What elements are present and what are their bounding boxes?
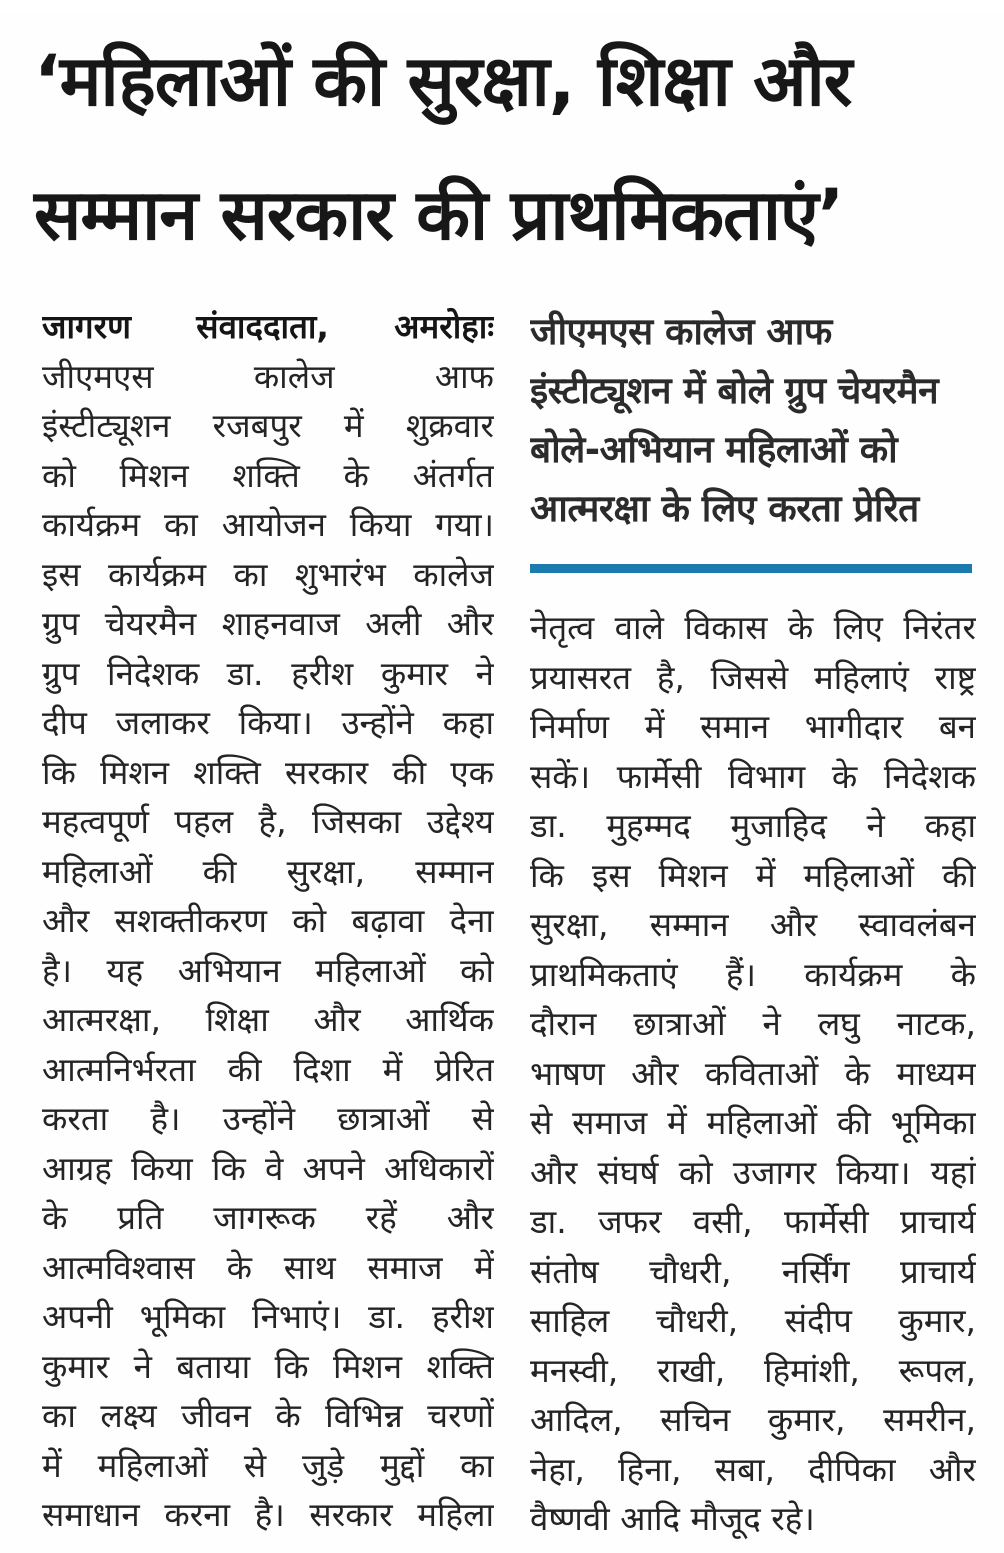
body-line: महिलाओं की सुरक्षा, सम्मान [42,851,494,891]
body-line: और संघर्ष को उजागर किया। यहां [530,1152,976,1192]
body-line: ग्रुप निदेशक डा. हरीश कुमार ने [42,653,494,693]
body-line: नेतृत्व वाले विकास के लिए निरंतर [530,608,976,647]
body-line: कुमार ने बताया कि मिशन शक्ति [42,1346,494,1386]
body-line: को मिशन शक्ति के अंतर्गत [42,455,494,495]
body-line: के प्रति जागरूक रहें और [42,1198,494,1237]
body-line: और सशक्तीकरण को बढ़ावा देना [42,901,494,940]
headline-line-1: ‘महिलाओं की सुरक्षा, शिक्षा और [34,40,852,122]
body-line: वैष्णवी आदि मौजूद रहे। [530,1499,815,1538]
body-line: इंस्टीट्यूशन रजबपुर में शुक्रवार [42,406,494,445]
body-line: नेहा, हिना, सबा, दीपिका और [530,1449,976,1489]
body-line: अपनी भूमिका निभाएं। डा. हरीश [42,1297,494,1336]
body-line: समाधान करना है। सरकार महिला [42,1495,494,1534]
body-line: जीएमएस कालेज आफ [42,356,494,396]
body-line: से समाज में महिलाओं की भूमिका [530,1103,976,1142]
body-line: दौरान छात्राओं ने लघु नाटक, [530,1004,976,1043]
headline [34,14,978,282]
body-line: आग्रह किया कि वे अपने अधिकारों [42,1148,494,1188]
body-line: का लक्ष्य जीवन के विभिन्न चरणों [42,1396,494,1435]
body-line: दीप जलाकर किया। उन्होंने कहा [42,703,494,742]
body-line: ग्रुप चेयरमैन शाहनवाज अली और [42,604,494,643]
body-line: आत्मविश्वास के साथ समाज में [42,1247,494,1287]
body-line: इस कार्यक्रम का शुभारंभ कालेज [42,554,494,594]
body-line: सुरक्षा, सम्मान और स्वावलंबन [530,905,976,944]
body-line: कि इस मिशन में महिलाओं की [530,855,976,895]
body-line: करता है। उन्होंने छात्राओं से [42,1099,494,1138]
body-line: संतोष चौधरी, नर्सिंग प्राचार्य [530,1251,976,1291]
body-line: कार्यक्रम का आयोजन किया गया। [42,505,494,544]
body-line: आत्मरक्षा, शिक्षा और आर्थिक [42,1000,494,1039]
body-line: निर्माण में समान भागीदार बन [530,707,976,746]
newspaper-clipping [0,14,1004,1553]
body-line: सकें। फार्मेसी विभाग के निदेशक [530,756,976,796]
body-line: है। यह अभियान महिलाओं को [42,950,494,990]
body-line: आदिल, सचिन कुमार, समरीन, [530,1400,976,1439]
article-columns [0,302,1004,1544]
body-line: आत्मनिर्भरता की दिशा में प्रेरित [42,1049,494,1089]
body-line: साहिल चौधरी, संदीप कुमार, [530,1301,976,1340]
right-column-body [530,603,976,1544]
subhead-line: आत्मरक्षा के लिए करता प्रेरित [530,487,919,530]
right-column [530,302,976,1544]
left-column [42,302,494,1544]
kicker-subheadline [530,302,976,538]
subhead-line: बोले-अभियान महिलाओं को [530,428,898,471]
body-line: डा. मुहम्मद मुजाहिद ने कहा [530,806,976,845]
body-line: महत्वपूर्ण पहल है, जिसका उद्देश्य [42,802,494,841]
body-line: प्रयासरत है, जिससे महिलाएं राष्ट्र [530,657,976,697]
body-line: प्राथमिकताएं हैं। कार्यक्रम के [530,954,976,994]
subhead-line: इंस्टीट्यूशन में बोले ग्रुप चेयरमैन [530,369,939,412]
body-line: डा. जफर वसी, फार्मेसी प्राचार्य [530,1202,976,1241]
body-line: कि मिशन शक्ति सरकार की एक [42,752,494,792]
body-line: में महिलाओं से जुड़े मुद्दों का [42,1445,494,1485]
body-line: मनस्वी, राखी, हिमांशी, रूपल, [530,1350,976,1390]
headline-line-2: सम्मान सरकार की प्राथमिकताएं’ [34,174,844,256]
byline: जागरण संवाददाता, अमरोहाः [42,307,494,346]
body-line: भाषण और कविताओं के माध्यम [530,1053,976,1093]
blue-divider-rule [530,564,972,573]
subhead-line: जीएमएस कालेज आफ [530,310,832,353]
